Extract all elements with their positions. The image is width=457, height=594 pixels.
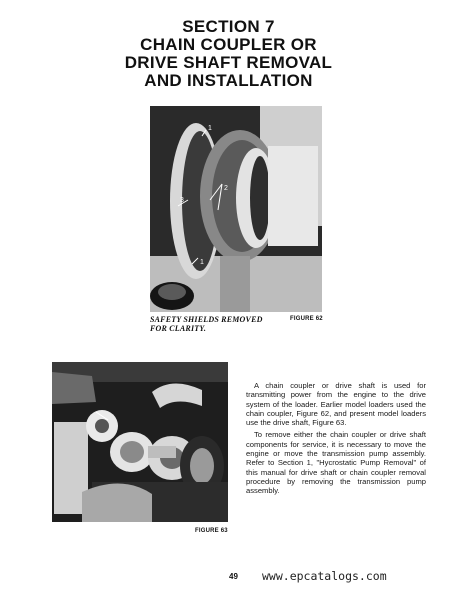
figure-63-photo	[52, 362, 228, 522]
watermark: www.epcatalogs.com	[262, 569, 387, 583]
callout-1-top: 1	[208, 125, 212, 132]
figure-62-caption-line-2: FOR CLARITY.	[150, 324, 207, 333]
callout-2: 2	[224, 185, 228, 192]
figure-62-caption-line-1: SAFETY SHIELDS REMOVED	[150, 315, 263, 324]
title-line-4: AND INSTALLATION	[144, 71, 313, 90]
figure-62-photo	[150, 106, 322, 312]
title-line-2: CHAIN COUPLER OR	[140, 35, 317, 54]
callout-1-bottom: 1	[200, 259, 204, 266]
figure-63-label: FIGURE 63	[195, 528, 228, 534]
body-paragraph-2: To remove either the chain coupler or drive shaft components for service, it is necessary to move the engine or move the transmission pump assembly. Refer to Section 1, "Hycrostatic Pump Removal" of this manual for drive shaft or chain coupler removal procedure by removing the transmission pump assembly.	[246, 430, 426, 496]
body-text	[246, 381, 426, 499]
page-number: 49	[229, 572, 238, 581]
body-paragraph-1: A chain coupler or drive shaft is used for transmitting power from the engine to the drive system of the loader. Earlier model loaders used the chain coupler, Figure 62, and present model loaders use the drive shaft, Figure 63.	[246, 381, 426, 428]
section-title	[0, 18, 457, 90]
callout-3: 3	[180, 197, 184, 204]
title-line-1: SECTION 7	[182, 17, 275, 36]
title-line-3: DRIVE SHAFT REMOVAL	[124, 53, 333, 72]
figure-62-label: FIGURE 62	[290, 316, 323, 322]
